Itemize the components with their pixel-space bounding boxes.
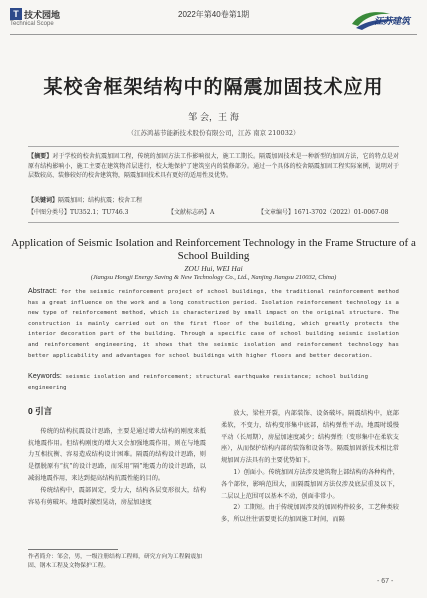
- section-badge: T: [10, 8, 22, 20]
- page-number: - 67 -: [377, 578, 394, 585]
- article-authors: 邹 会，王 海: [188, 113, 239, 123]
- abstract-en-text: for the seismic reinforcement project of school buildings, the traditional reinforcement method has a great influence on the work and a long construction period. Isolation reinforcement technology is a new type of reinforcement method, which is characterized by small impact on the original structure. The construction is mainly carried out on the first floor of the building, which greatly protects the interior decoration part of the building. Through a specific case of school building seismic isolation and reinforcement engineering, it shows that the seismic isolation and reinforcement technology has better applicability and advantages for school buildings with higher floors and better decoration.: [28, 289, 399, 359]
- journal-logo-icon: [350, 8, 416, 30]
- body-paragraph: 2）工期短。由于传统加固涉及的加固构件较多，工艺种类较多，所以往往需要更长的加固施工时间，而隔: [221, 504, 399, 524]
- english-title: Application of Seismic Isolation and Reinforcement Technology in the Frame Structure of a School Building: [11, 237, 416, 262]
- issue-label: 2022年第40卷第1期: [178, 10, 250, 19]
- body-paragraph: 1）创面小。传统加固方法涉及建筑物上部结构的各种构件，各个部位，影响范围大，而隔震加固方法仅涉及底层重及以下，二层以上范围可以基本不动，创面非常小。: [221, 468, 399, 500]
- abstract-en: [28, 287, 399, 361]
- journal-section-cn: 技术园地: [24, 10, 61, 20]
- body-paragraph: 传统的结构抗震设计思路，主要是通过增大结构的刚度来抵抗地震作用。但结构刚度的增大又会加强地震作用，则在与地震力互相抗衡、容易造成结构设计困难。隔震的结构设计思路，则是摆脱原有“抗”的设计思路，而采用“隔”地震力的设计思路，以减弱地震作用，来达到提高结构抗震性能的目的。: [28, 427, 206, 482]
- abstract-cn-label: 【摘要】: [28, 153, 53, 160]
- english-affiliation: (Jiangsu Hongji Energy Saving & New Technology Co., Ltd., Nanjing Jiangsu 210032, China): [90, 274, 337, 281]
- abstract-en-label: Abstract:: [28, 288, 57, 295]
- clc-number: 【中图分类号】TU352.1；TU746.3: [28, 209, 129, 216]
- abstract-top-rule: [28, 146, 399, 147]
- footnote-rule: [28, 549, 118, 550]
- page-header: [10, 8, 417, 42]
- body-column-right: [221, 408, 399, 526]
- keywords-en: [28, 372, 399, 393]
- article-id: 【文章编号】1671-3702（2022）01-0067-08: [258, 209, 389, 216]
- document-code: 【文献标志码】A: [168, 209, 215, 216]
- abstract-cn-text: 对于学校的校舍抗震加固工程，传统的加固方法工作影响很大，施工工期长。隔震加固技术是一种新型的加固方法，它的特点是对原有结构影响小，施工主要在建筑物首层进行，校大地保护了建筑室内的装修部分。通过一个具体的校舍隔震加固工程实际案例，说明对于层数较高、装修较好的校舍建筑物，隔震加固技术具有更好的适用性及优势。: [28, 153, 399, 179]
- keywords-cn: [28, 196, 399, 205]
- header-divider: [10, 34, 417, 35]
- body-paragraph: 放大，梁柱开裂，内部装饰、设备破坏。隔震结构中，底部柔软，不变力，结构变形集中底部，结构弹性平动。地震时缓慢平动（长周期），房屋加速度减少；结构弹性（变形集中在柔软支座），从而保护结构内部的装饰和设备等。隔震加固新技术相比常规加固方法具有的主要优势如下。: [221, 410, 399, 465]
- abstract-bottom-rule: [28, 222, 399, 223]
- keywords-cn-label: 【关键词】: [28, 197, 59, 204]
- keywords-cn-text: 隔震加固；结构抗震；校舍工程: [58, 197, 143, 204]
- abstract-cn: [28, 152, 399, 181]
- journal-section-en: Technical Scope: [10, 21, 54, 27]
- author-footnote: 作者简介：邹会，男，一级注册结构工程师，研究方向为工程隔震加固、钢木工程及文物保护工程。: [28, 554, 202, 569]
- keywords-en-text: seismic isolation and reinforcement; structural earthquake resistance; school building engineering: [28, 374, 369, 391]
- svg-text:江苏建筑: 江苏建筑: [374, 16, 411, 26]
- section-heading: 0 引言: [28, 406, 53, 416]
- author-affiliation: （江苏鸿基节能新技术股份有限公司，江苏 南京 210032）: [127, 129, 300, 137]
- body-column-left: [28, 402, 206, 508]
- article-title: 某校舍框架结构中的隔震加固技术应用: [43, 77, 384, 98]
- english-authors: ZOU Hui, WEI Hai: [184, 264, 243, 273]
- keywords-en-label: Keywords:: [28, 373, 63, 380]
- body-paragraph: 传统结构中，震部固定，受力大，结构各层变形很大，结构容易有剪破坏。地震时激烈晃动，房屋加速度: [28, 486, 206, 506]
